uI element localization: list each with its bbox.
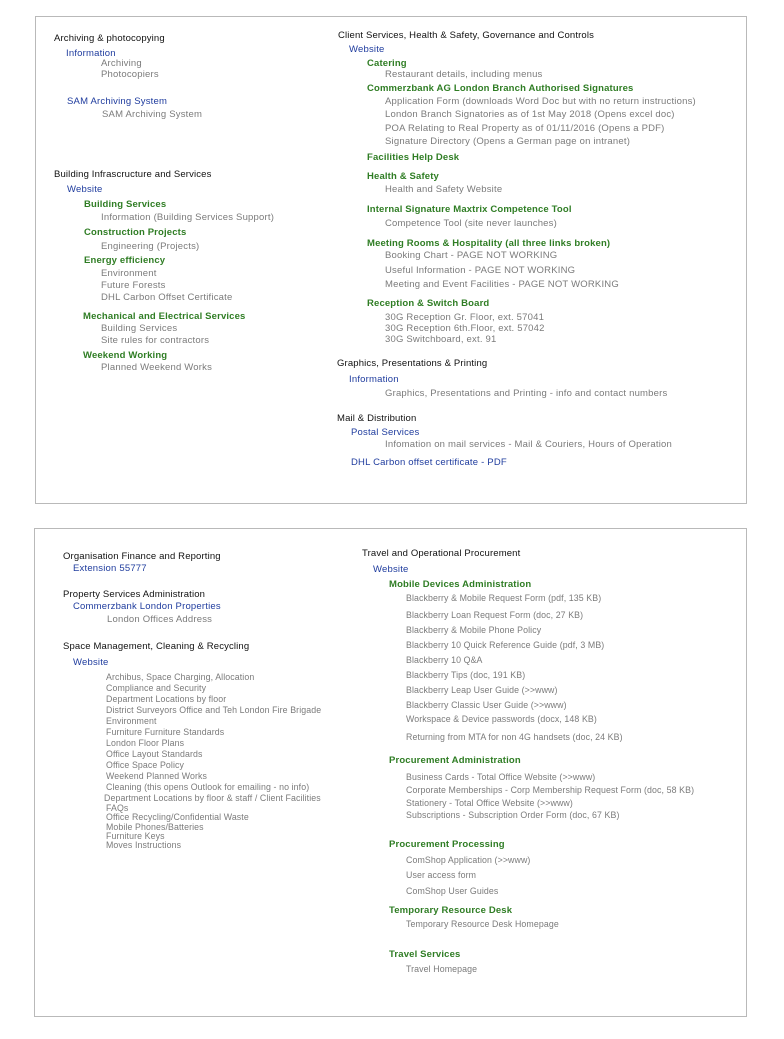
meeting-item-link[interactable]: Useful Information - PAGE NOT WORKING: [385, 265, 576, 276]
finance-heading: Organisation Finance and Reporting: [63, 551, 221, 562]
space-item-link[interactable]: Archibus, Space Charging, Allocation: [106, 672, 255, 682]
signatures-link[interactable]: Commerzbank AG London Branch Authorised Signatures: [367, 83, 634, 94]
postal-item-link[interactable]: Infomation on mail services - Mail & Couriers, Hours of Operation: [385, 439, 673, 450]
meeting-item-link[interactable]: Booking Chart - PAGE NOT WORKING: [385, 250, 558, 261]
sam-archiving-link[interactable]: SAM Archiving System: [67, 96, 168, 107]
postal-services-link[interactable]: Postal Services: [351, 427, 420, 438]
travel-services-link[interactable]: Travel Services: [389, 949, 461, 960]
space-website-link[interactable]: Website: [73, 657, 109, 668]
health-safety-link[interactable]: Health & Safety: [367, 171, 439, 182]
travel-homepage-link[interactable]: Travel Homepage: [406, 964, 478, 974]
signatures-item-link[interactable]: Application Form (downloads Word Doc but with no return instructions): [385, 96, 696, 107]
mobile-item-link[interactable]: Blackberry Classic User Guide (>>www): [406, 700, 567, 710]
client-services-heading: Client Services, Health & Safety, Governance and Controls: [338, 30, 595, 41]
energy-efficiency-link[interactable]: Energy efficiency: [84, 255, 166, 266]
mobile-item-link[interactable]: Blackberry 10 Quick Reference Guide (pdf, 3 MB): [406, 640, 605, 650]
dhl-certificate-link[interactable]: DHL Carbon offset certificate - PDF: [351, 457, 507, 468]
weekend-working-link[interactable]: Weekend Working: [83, 350, 168, 361]
space-item-link[interactable]: Mobile Phones/Batteries: [106, 822, 204, 832]
space-item-link[interactable]: Moves Instructions: [106, 840, 182, 850]
health-item-link[interactable]: Health and Safety Website: [385, 184, 503, 195]
procurement-administration-link[interactable]: Procurement Administration: [389, 755, 521, 766]
photocopiers-item-link[interactable]: Photocopiers: [101, 69, 159, 80]
mail-heading: Mail & Distribution: [337, 413, 417, 424]
mobile-item-link[interactable]: Workspace & Device passwords (docx, 148 KB): [406, 714, 597, 724]
archiving-item-link[interactable]: Archiving: [101, 58, 142, 69]
meeting-rooms-link[interactable]: Meeting Rooms & Hospitality (all three links broken): [367, 238, 611, 249]
property-item-link[interactable]: London Offices Address: [107, 614, 213, 625]
building-services-item-link[interactable]: Information (Building Services Support): [101, 212, 275, 223]
space-item-link[interactable]: Office Space Policy: [106, 760, 185, 770]
building-heading: Building Infrascructure and Services: [54, 169, 212, 180]
space-item-link[interactable]: Compliance and Security: [106, 683, 207, 693]
construction-item-link[interactable]: Engineering (Projects): [101, 241, 200, 252]
energy-item-link[interactable]: Future Forests: [101, 280, 166, 291]
mobile-item-link[interactable]: Returning from MTA for non 4G handsets (doc, 24 KB): [406, 732, 623, 742]
facilities-help-desk-link[interactable]: Facilities Help Desk: [367, 152, 460, 163]
signatures-item-link[interactable]: POA Relating to Real Property as of 01/11/2016 (Opens a PDF): [385, 123, 665, 134]
temporary-item-link[interactable]: Temporary Resource Desk Homepage: [406, 919, 559, 929]
maxtrix-item-link[interactable]: Competence Tool (site never launches): [385, 218, 557, 229]
reception-item-link[interactable]: 30G Reception Gr. Floor, ext. 57041: [385, 312, 545, 323]
graphics-information-link[interactable]: Information: [349, 374, 399, 385]
mobile-item-link[interactable]: Blackberry & Mobile Request Form (pdf, 135 KB): [406, 593, 602, 603]
mobile-item-link[interactable]: Blackberry Leap User Guide (>>www): [406, 685, 558, 695]
reception-item-link[interactable]: 30G Switchboard, ext. 91: [385, 334, 497, 345]
space-item-link[interactable]: Environment: [106, 716, 157, 726]
temporary-resource-desk-link[interactable]: Temporary Resource Desk: [389, 905, 513, 916]
procurement-admin-item-link[interactable]: Business Cards - Total Office Website (>>www): [406, 772, 596, 782]
weekend-item-link[interactable]: Planned Weekend Works: [101, 362, 213, 373]
construction-projects-link[interactable]: Construction Projects: [84, 227, 187, 238]
procurement-admin-item-link[interactable]: Corporate Memberships - Corp Membership Request Form (doc, 58 KB): [406, 785, 695, 795]
reception-switchboard-link[interactable]: Reception & Switch Board: [367, 298, 490, 309]
catering-link[interactable]: Catering: [367, 58, 407, 69]
space-item-link[interactable]: Office Recycling/Confidential Waste: [106, 812, 249, 822]
space-item-link[interactable]: Department Locations by floor: [106, 694, 227, 704]
sam-archiving-item-link[interactable]: SAM Archiving System: [102, 109, 203, 120]
space-item-link[interactable]: District Surveyors Office and Teh London Fire Brigade: [106, 705, 322, 715]
space-item-link[interactable]: Department Locations by floor & staff / Client Facilities: [104, 793, 321, 803]
mobile-item-link[interactable]: Blackberry Loan Request Form (doc, 27 KB): [406, 610, 584, 620]
catering-item-link[interactable]: Restaurant details, including menus: [385, 69, 543, 80]
space-item-link[interactable]: Furniture Furniture Standards: [106, 727, 225, 737]
space-heading: Space Management, Cleaning & Recycling: [63, 641, 250, 652]
space-item-link[interactable]: FAQs: [106, 803, 129, 813]
mobile-item-link[interactable]: Blackberry 10 Q&A: [406, 655, 483, 665]
archiving-information-link[interactable]: Information: [66, 48, 116, 59]
graphics-heading: Graphics, Presentations & Printing: [337, 358, 488, 369]
reception-item-link[interactable]: 30G Reception 6th.Floor, ext. 57042: [385, 323, 545, 334]
mobile-devices-link[interactable]: Mobile Devices Administration: [389, 579, 532, 590]
mechanical-electrical-link[interactable]: Mechanical and Electrical Services: [83, 311, 246, 322]
finance-extension-link[interactable]: Extension 55777: [73, 563, 147, 574]
commerzbank-properties-link[interactable]: Commerzbank London Properties: [73, 601, 221, 612]
procurement-processing-item-link[interactable]: User access form: [406, 870, 477, 880]
travel-website-link[interactable]: Website: [373, 564, 409, 575]
procurement-admin-item-link[interactable]: Subscriptions - Subscription Order Form (doc, 67 KB): [406, 810, 620, 820]
space-item-link[interactable]: Furniture Keys: [106, 831, 165, 841]
mechanical-item-link[interactable]: Site rules for contractors: [101, 335, 210, 346]
procurement-processing-link[interactable]: Procurement Processing: [389, 839, 505, 850]
procurement-admin-item-link[interactable]: Stationery - Total Office Website (>>www): [406, 798, 573, 808]
mechanical-item-link[interactable]: Building Services: [101, 323, 178, 334]
energy-item-link[interactable]: DHL Carbon Offset Certificate: [101, 292, 233, 303]
mobile-item-link[interactable]: Blackberry Tips (doc, 191 KB): [406, 670, 526, 680]
meeting-item-link[interactable]: Meeting and Event Facilities - PAGE NOT WORKING: [385, 279, 619, 290]
space-item-link[interactable]: Office Layout Standards: [106, 749, 203, 759]
client-website-link[interactable]: Website: [349, 44, 385, 55]
procurement-processing-item-link[interactable]: ComShop Application (>>www): [406, 855, 531, 865]
signatures-item-link[interactable]: Signature Directory (Opens a German page on intranet): [385, 136, 631, 147]
procurement-processing-item-link[interactable]: ComShop User Guides: [406, 886, 499, 896]
travel-procurement-heading: Travel and Operational Procurement: [362, 548, 521, 559]
energy-item-link[interactable]: Environment: [101, 268, 157, 279]
graphics-item-link[interactable]: Graphics, Presentations and Printing - info and contact numbers: [385, 388, 668, 399]
space-item-link[interactable]: London Floor Plans: [106, 738, 185, 748]
signatures-item-link[interactable]: London Branch Signatories as of 1st May 2018 (Opens excel doc): [385, 109, 675, 120]
archiving-heading: Archiving & photocopying: [54, 33, 165, 44]
mobile-item-link[interactable]: Blackberry & Mobile Phone Policy: [406, 625, 542, 635]
building-website-link[interactable]: Website: [67, 184, 103, 195]
building-services-link[interactable]: Building Services: [84, 199, 167, 210]
property-heading: Property Services Administration: [63, 589, 206, 600]
space-item-link[interactable]: Weekend Planned Works: [106, 771, 208, 781]
space-item-link[interactable]: Cleaning (this opens Outlook for emailing - no info): [106, 782, 310, 792]
maxtrix-tool-link[interactable]: Internal Signature Maxtrix Competence Tool: [367, 204, 572, 215]
